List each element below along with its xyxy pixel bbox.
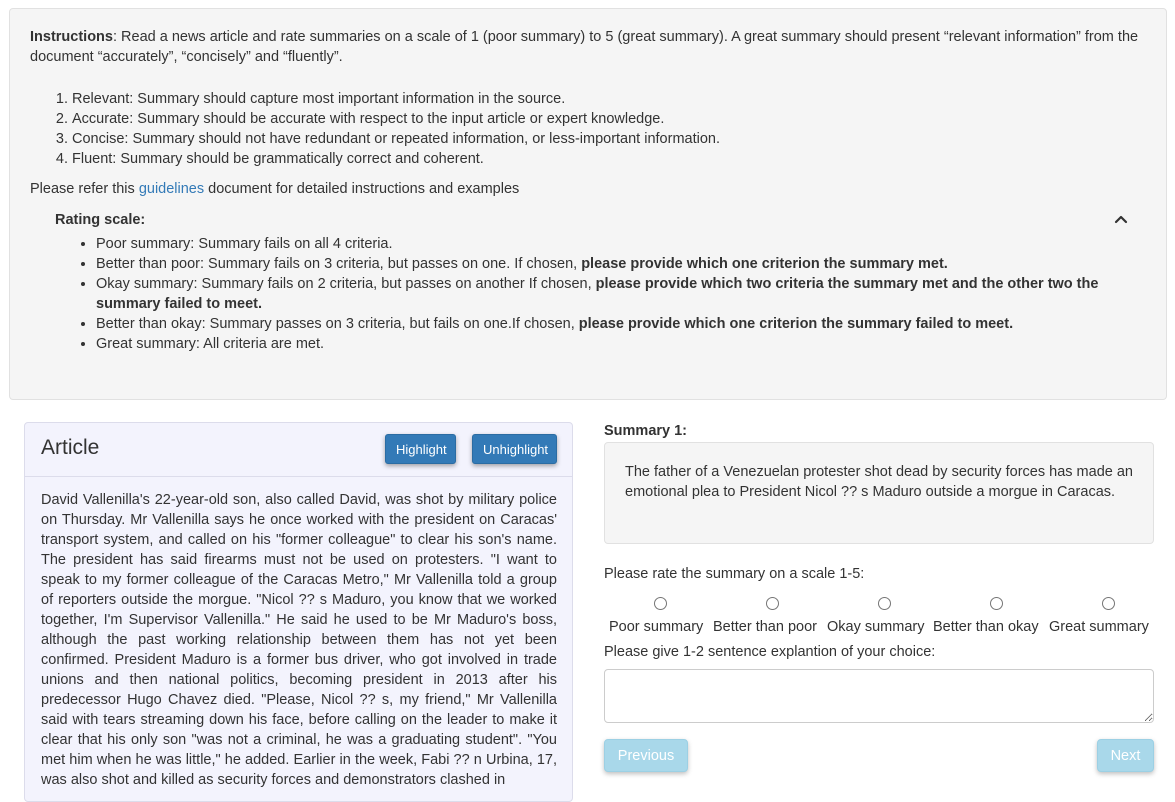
rating-radio-great[interactable] (1102, 597, 1115, 610)
rating-scale-list (55, 234, 1166, 354)
rating-radio-poor[interactable] (654, 597, 667, 610)
previous-button[interactable]: Previous (604, 739, 688, 772)
instructions-label: Instructions (30, 29, 113, 45)
article-title: Article (41, 436, 100, 459)
refer-prefix: Please refer this (30, 181, 139, 197)
article-panel (24, 422, 573, 802)
criterion-relevant: 1. Relevant: Summary should capture most important information in the source. (72, 89, 720, 109)
rating-label-okay[interactable]: Okay summary (827, 619, 925, 635)
scale-item-great: • Great summary: All criteria are met. (96, 334, 1166, 354)
rating-prompt: Please rate the summary on a scale 1-5: (604, 566, 865, 582)
article-header (25, 423, 572, 477)
scale-item-okay: • Okay summary: Summary fails on 2 criteria, but passes on another If chosen, please provide which two criteria the summary met and the other two the summary failed to meet. (96, 274, 1166, 314)
instructions-text (30, 27, 1152, 67)
rating-radio-better-than-okay[interactable] (990, 597, 1003, 610)
rating-label-better-than-poor[interactable]: Better than poor (713, 619, 817, 635)
guidelines-reference (30, 179, 519, 199)
scale-item-better-than-okay: • Better than okay: Summary passes on 3 criteria, but fails on one.If chosen, please provide which one criterion the summary failed to meet. (96, 314, 1166, 334)
explanation-prompt: Please give 1-2 sentence explantion of your choice: (604, 644, 936, 660)
summary-box (604, 442, 1154, 544)
rating-radio-better-than-poor[interactable] (766, 597, 779, 610)
summary-label: Summary 1: (604, 423, 688, 439)
rating-scale-title[interactable]: Rating scale: (55, 212, 146, 228)
rating-label-better-than-okay[interactable]: Better than okay (933, 619, 1039, 635)
next-button[interactable]: Next (1097, 739, 1154, 772)
refer-suffix: document for detailed instructions and examples (204, 181, 520, 197)
instructions-body: : Read a news article and rate summaries on a scale of 1 (poor summary) to 5 (great summary). A great summary should present “relevant information” from the document “accurately”, “concisely” and “fluently”. (30, 29, 1139, 65)
criteria-list (30, 89, 720, 169)
rating-label-great[interactable]: Great summary (1049, 619, 1149, 635)
instructions-panel (9, 8, 1167, 400)
guidelines-link[interactable]: guidelines (138, 181, 205, 197)
criterion-accurate: 2. Accurate: Summary should be accurate with respect to the input article or expert knowledge. (72, 109, 720, 129)
unhighlight-button[interactable]: Unhighlight (472, 434, 557, 464)
criterion-fluent: 4. Fluent: Summary should be grammatically correct and coherent. (72, 149, 720, 169)
summary-text: The father of a Venezuelan protester shot dead by security forces has made an emotional plea to President Nicol ?? s Maduro outside a morgue in Caracas. (625, 464, 1133, 500)
highlight-button[interactable]: Highlight (385, 434, 456, 464)
scale-item-poor: • Poor summary: Summary fails on all 4 criteria. (96, 234, 1166, 254)
chevron-up-icon[interactable] (1111, 209, 1131, 229)
explanation-textarea[interactable] (604, 669, 1154, 723)
article-body[interactable]: David Vallenilla's 22-year-old son, also called David, was shot by military police on Thursday. Mr Vallenilla says he once worked with the president on Caracas' transport system, and called on his "former colleague" to clear his son's name. The president has said firearms must not be used on protesters. "I want to speak to my former colleague of the Caracas Metro," Mr Vallenilla told a group of reporters outside the morgue. "Nicol ?? s Maduro, you know that we worked together, I'm Supervisor Vallenilla." He said he used to be Mr Maduro's boss, although the past working relationship between them has not yet been confirmed. President Maduro is a former bus driver, who got involved in trade unions and then national politics, becoming president in 2013 after his predecessor Hugo Chavez died. "Please, Nicol ?? s, my friend," Mr Vallenilla said with tears streaming down his face, before calling on the leader to make it clear that his only son "was not a criminal, he was a graduating student". "You met him when he was little," he added. Earlier in the week, Fabi ?? n Urbina, 17, was also shot and killed as security forces and demonstrators clashed in (41, 492, 557, 788)
rating-radio-okay[interactable] (878, 597, 891, 610)
criterion-concise: 3. Concise: Summary should not have redundant or repeated information, or less-important information. (72, 129, 720, 149)
rating-label-poor[interactable]: Poor summary (609, 619, 704, 635)
scale-item-better-than-poor: • Better than poor: Summary fails on 3 criteria, but passes on one. If chosen, please provide which one criterion the summary met. (96, 254, 1166, 274)
